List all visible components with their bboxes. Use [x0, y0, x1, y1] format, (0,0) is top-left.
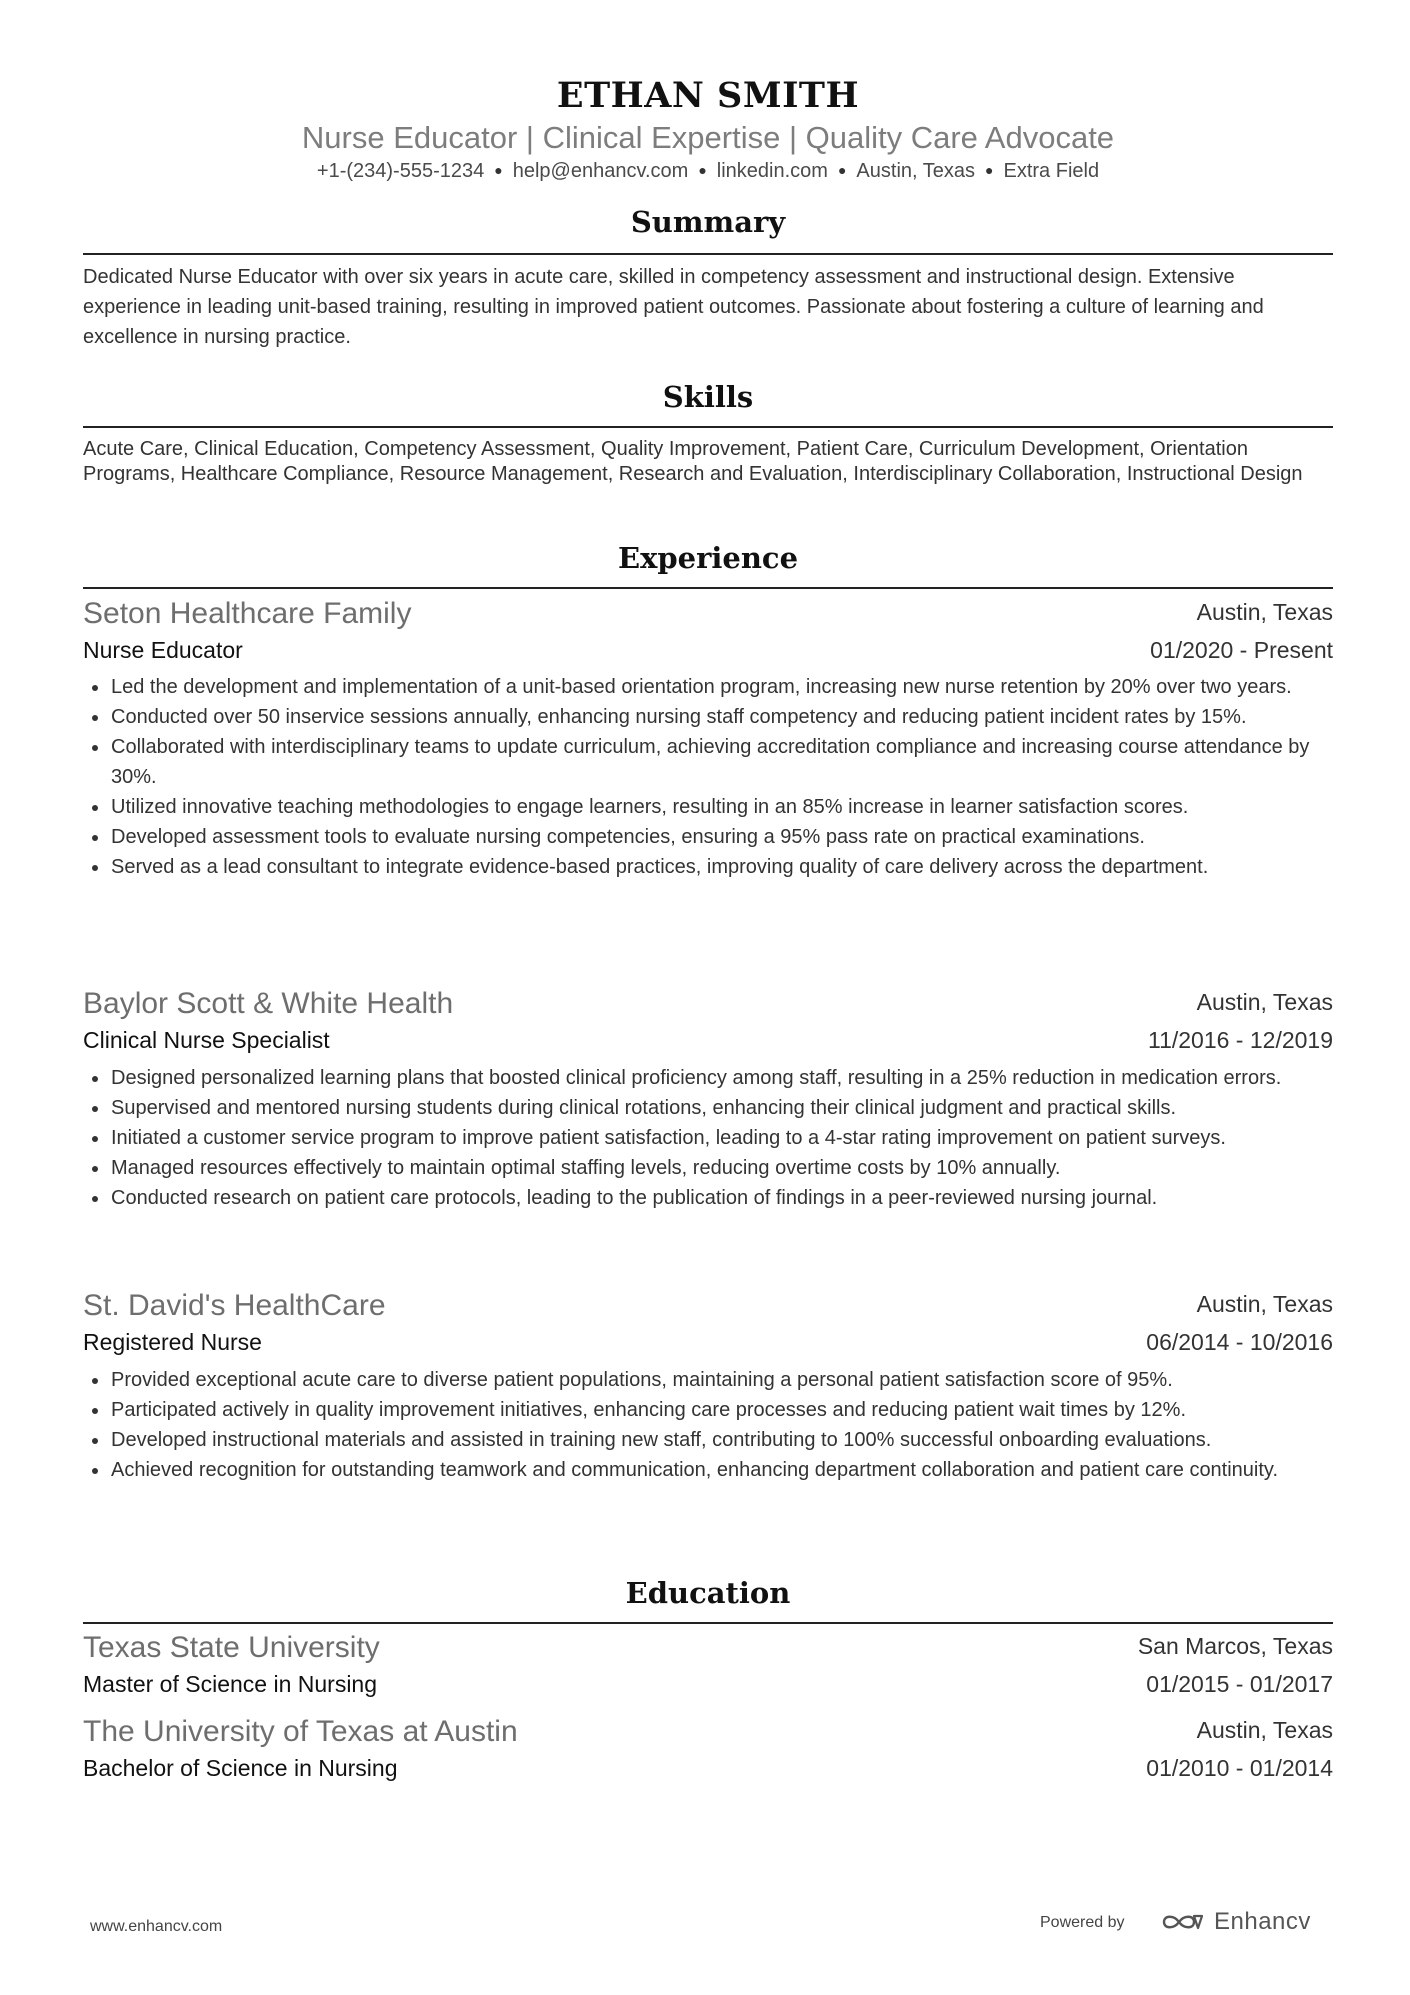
employer-location: Austin, Texas: [1196, 989, 1333, 1015]
job-title: Nurse Educator: [83, 637, 243, 663]
list-item: Achieved recognition for outstanding teamwork and communication, enhancing department collaboration and patient care continuity.: [83, 1455, 1333, 1485]
school-location: Austin, Texas: [1196, 1717, 1333, 1743]
bullet-separator: ●: [698, 162, 707, 178]
employer-name: Seton Healthcare Family: [83, 597, 412, 630]
job-title: Registered Nurse: [83, 1329, 262, 1355]
list-item: Developed assessment tools to evaluate nursing competencies, ensuring a 95% pass rate on practical examinations.: [83, 822, 1333, 852]
list-item: Designed personalized learning plans that boosted clinical proficiency among staff, resulting in a 25% reduction in medication errors.: [83, 1063, 1333, 1093]
list-item: Participated actively in quality improvement initiatives, enhancing care processes and reducing patient wait times by 12%.: [83, 1395, 1333, 1425]
list-item: Led the development and implementation of a unit-based orientation program, increasing new nurse retention by 20% over two years.: [83, 672, 1333, 702]
list-item: Utilized innovative teaching methodologies to engage learners, resulting in an 85% increase in learner satisfaction scores.: [83, 792, 1333, 822]
list-item: Collaborated with interdisciplinary teams to update curriculum, achieving accreditation compliance and increasing course attendance by 30%.: [83, 732, 1333, 792]
list-item: Developed instructional materials and assisted in training new staff, contributing to 100% successful onboarding evaluations.: [83, 1425, 1333, 1455]
list-item: Conducted research on patient care protocols, leading to the publication of findings in a peer-reviewed nursing journal.: [83, 1183, 1333, 1213]
skills-divider: [83, 426, 1333, 428]
education-divider: [83, 1622, 1333, 1624]
education-entry-2-header: [83, 1714, 1333, 1750]
bullet-separator: ●: [985, 162, 994, 178]
degree-name: Bachelor of Science in Nursing: [83, 1755, 398, 1781]
experience-entry-1-bullets: [83, 672, 1333, 882]
school-name: The University of Texas at Austin: [83, 1715, 518, 1748]
candidate-name: ETHAN SMITH: [556, 75, 860, 116]
contact-line: [83, 156, 1333, 185]
contact-phone[interactable]: +1-(234)-555-1234: [316, 160, 485, 182]
bullet-separator: ●: [837, 162, 847, 178]
degree-name: Master of Science in Nursing: [83, 1671, 378, 1697]
skills-text: Acute Care, Clinical Education, Competency Assessment, Quality Improvement, Patient Care, Curriculum Development, Orientation Programs, Healthcare Compliance, Resource Management, Research and Evaluation, Interdisciplinary Collaboration, Instructional Design: [83, 438, 1303, 485]
job-dates: 01/2020 - Present: [1150, 637, 1333, 663]
education-dates: 01/2015 - 01/2017: [1146, 1671, 1333, 1697]
experience-entry-3-header: [83, 1288, 1333, 1324]
contact-location: Austin, Texas: [856, 160, 976, 182]
summary-text: Dedicated Nurse Educator with over six years in acute care, skilled in competency assessment and instructional design. Extensive experience in leading unit-based training, resulting in improved patient outcomes. Passionate about fostering a culture of learning and excellence in nursing practice.: [83, 266, 1264, 348]
experience-entry-2-header: [83, 986, 1333, 1022]
school-name: Texas State University: [83, 1631, 380, 1664]
summary-heading: Summary: [630, 205, 786, 239]
experience-entry-2-bullets: [83, 1063, 1333, 1213]
employer-name: Baylor Scott & White Health: [83, 987, 454, 1020]
enhancv-logo-icon: [1160, 1910, 1206, 1934]
footer-website-link[interactable]: www.enhancv.com: [90, 1918, 223, 1935]
list-item: Provided exceptional acute care to diverse patient populations, maintaining a personal patient satisfaction score of 95%.: [83, 1365, 1333, 1395]
employer-location: Austin, Texas: [1196, 599, 1333, 625]
contact-extra-field: Extra Field: [1003, 160, 1100, 182]
list-item: Managed resources effectively to maintain optimal staffing levels, reducing overtime costs by 10% annually.: [83, 1153, 1333, 1183]
brand-name: Enhancv: [1214, 1908, 1311, 1935]
employer-name: St. David's HealthCare: [83, 1289, 386, 1322]
school-location: San Marcos, Texas: [1137, 1633, 1333, 1659]
powered-by-label: Powered by: [1040, 1914, 1125, 1931]
experience-entry-3-bullets: [83, 1365, 1333, 1485]
list-item: Supervised and mentored nursing students during clinical rotations, enhancing their clinical judgment and practical skills.: [83, 1093, 1333, 1123]
bullet-separator: ●: [494, 162, 503, 178]
contact-linkedin[interactable]: linkedin.com: [716, 160, 828, 182]
candidate-headline: Nurse Educator | Clinical Expertise | Quality Care Advocate: [301, 120, 1115, 155]
summary-divider: [83, 253, 1333, 255]
list-item: Initiated a customer service program to improve patient satisfaction, leading to a 4-star rating improvement on patient surveys.: [83, 1123, 1333, 1153]
education-entry-1-header: [83, 1630, 1333, 1666]
brand-logo[interactable]: [1160, 1904, 1311, 1940]
experience-divider: [83, 587, 1333, 589]
list-item: Conducted over 50 inservice sessions annually, enhancing nursing staff competency and reducing patient incident rates by 15%.: [83, 702, 1333, 732]
experience-entry-1-header: [83, 596, 1333, 632]
job-title: Clinical Nurse Specialist: [83, 1027, 330, 1053]
job-dates: 06/2014 - 10/2016: [1146, 1329, 1333, 1355]
contact-email[interactable]: help@enhancv.com: [512, 160, 689, 182]
experience-heading: Experience: [617, 541, 799, 575]
list-item: Served as a lead consultant to integrate evidence-based practices, improving quality of care delivery across the department.: [83, 852, 1333, 882]
education-dates: 01/2010 - 01/2014: [1146, 1755, 1333, 1781]
job-dates: 11/2016 - 12/2019: [1147, 1027, 1333, 1053]
employer-location: Austin, Texas: [1196, 1291, 1333, 1317]
skills-heading: Skills: [662, 380, 754, 414]
education-heading: Education: [625, 1576, 791, 1610]
